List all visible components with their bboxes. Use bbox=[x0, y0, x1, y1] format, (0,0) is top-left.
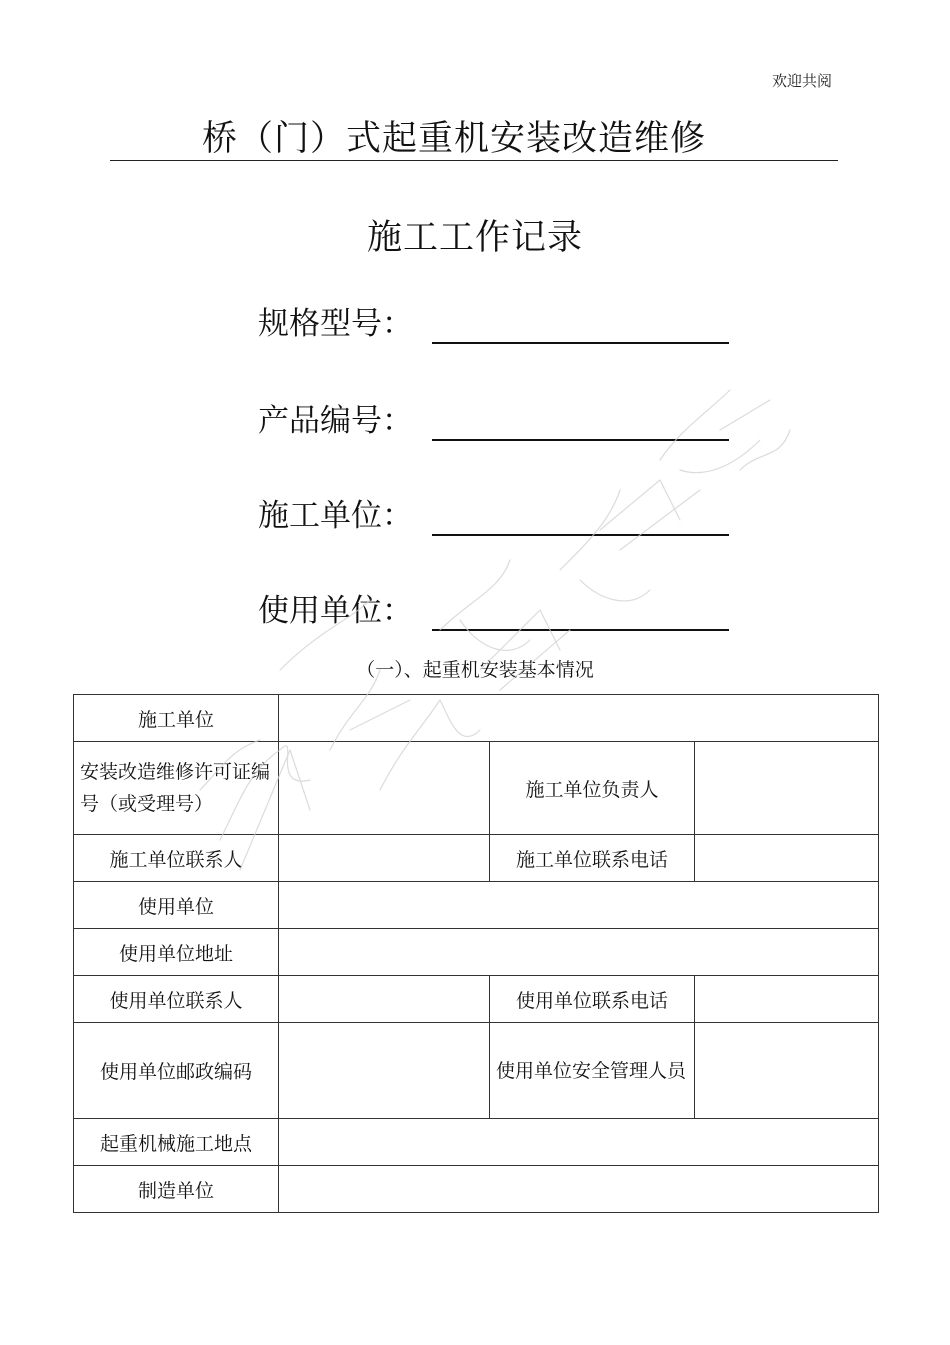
table-value-cell[interactable] bbox=[279, 835, 490, 882]
page-title: 桥（门）式起重机安装改造维修 bbox=[201, 119, 706, 159]
table-value-cell[interactable] bbox=[279, 742, 490, 835]
field-label: 规格型号： bbox=[258, 306, 413, 342]
table-value-cell[interactable] bbox=[279, 882, 879, 929]
table-label-cell: 施工单位联系人 bbox=[74, 835, 279, 882]
info-table bbox=[73, 694, 879, 1213]
table-value-cell[interactable] bbox=[279, 1166, 879, 1213]
field-product-number bbox=[258, 399, 738, 443]
field-construction-unit bbox=[258, 494, 738, 538]
field-spec-model bbox=[258, 302, 738, 346]
table-row bbox=[74, 1023, 879, 1119]
table-value-cell[interactable] bbox=[279, 976, 490, 1023]
table-label-cell: 使用单位联系人 bbox=[74, 976, 279, 1023]
table-row bbox=[74, 929, 879, 976]
table-row bbox=[74, 695, 879, 742]
table-value-cell[interactable] bbox=[695, 976, 879, 1023]
table-value-cell[interactable] bbox=[279, 929, 879, 976]
table-value-cell[interactable] bbox=[695, 742, 879, 835]
field-user-unit bbox=[258, 589, 738, 633]
table-row bbox=[74, 976, 879, 1023]
fill-in-line[interactable] bbox=[432, 534, 729, 536]
table-label-cell: 使用单位地址 bbox=[74, 929, 279, 976]
field-label: 产品编号： bbox=[258, 403, 413, 439]
section-heading: （一）、起重机安装基本情况 bbox=[356, 659, 594, 681]
table-row bbox=[74, 742, 879, 835]
table-value-cell[interactable] bbox=[279, 695, 879, 742]
table-label-cell: 使用单位 bbox=[74, 882, 279, 929]
field-label: 使用单位： bbox=[258, 593, 413, 629]
table-value-cell[interactable] bbox=[695, 1023, 879, 1119]
table-label-cell: 使用单位联系电话 bbox=[490, 976, 695, 1023]
table-label-cell: 使用单位安全管理人员 bbox=[490, 1023, 695, 1119]
table-row bbox=[74, 835, 879, 882]
fill-in-line[interactable] bbox=[432, 629, 729, 631]
page-subtitle: 施工工作记录 bbox=[366, 218, 583, 258]
table-row bbox=[74, 882, 879, 929]
table-value-cell[interactable] bbox=[695, 835, 879, 882]
table-label-cell: 施工单位联系电话 bbox=[490, 835, 695, 882]
table-label-cell: 施工单位 bbox=[74, 695, 279, 742]
table-value-cell[interactable] bbox=[279, 1023, 490, 1119]
fill-in-line[interactable] bbox=[432, 439, 729, 441]
table-label-cell: 制造单位 bbox=[74, 1166, 279, 1213]
table-value-cell[interactable] bbox=[279, 1119, 879, 1166]
table-label-cell: 起重机械施工地点 bbox=[74, 1119, 279, 1166]
table-row bbox=[74, 1166, 879, 1213]
table-label-cell: 施工单位负责人 bbox=[490, 742, 695, 835]
table-label-cell: 安装改造维修许可证编号（或受理号） bbox=[74, 742, 279, 835]
table-label-cell: 使用单位邮政编码 bbox=[74, 1023, 279, 1119]
field-label: 施工单位： bbox=[258, 498, 413, 534]
title-underline bbox=[110, 118, 838, 161]
fill-in-line[interactable] bbox=[432, 342, 729, 344]
table-row bbox=[74, 1119, 879, 1166]
header-note: 欢迎共阅 bbox=[771, 72, 832, 90]
